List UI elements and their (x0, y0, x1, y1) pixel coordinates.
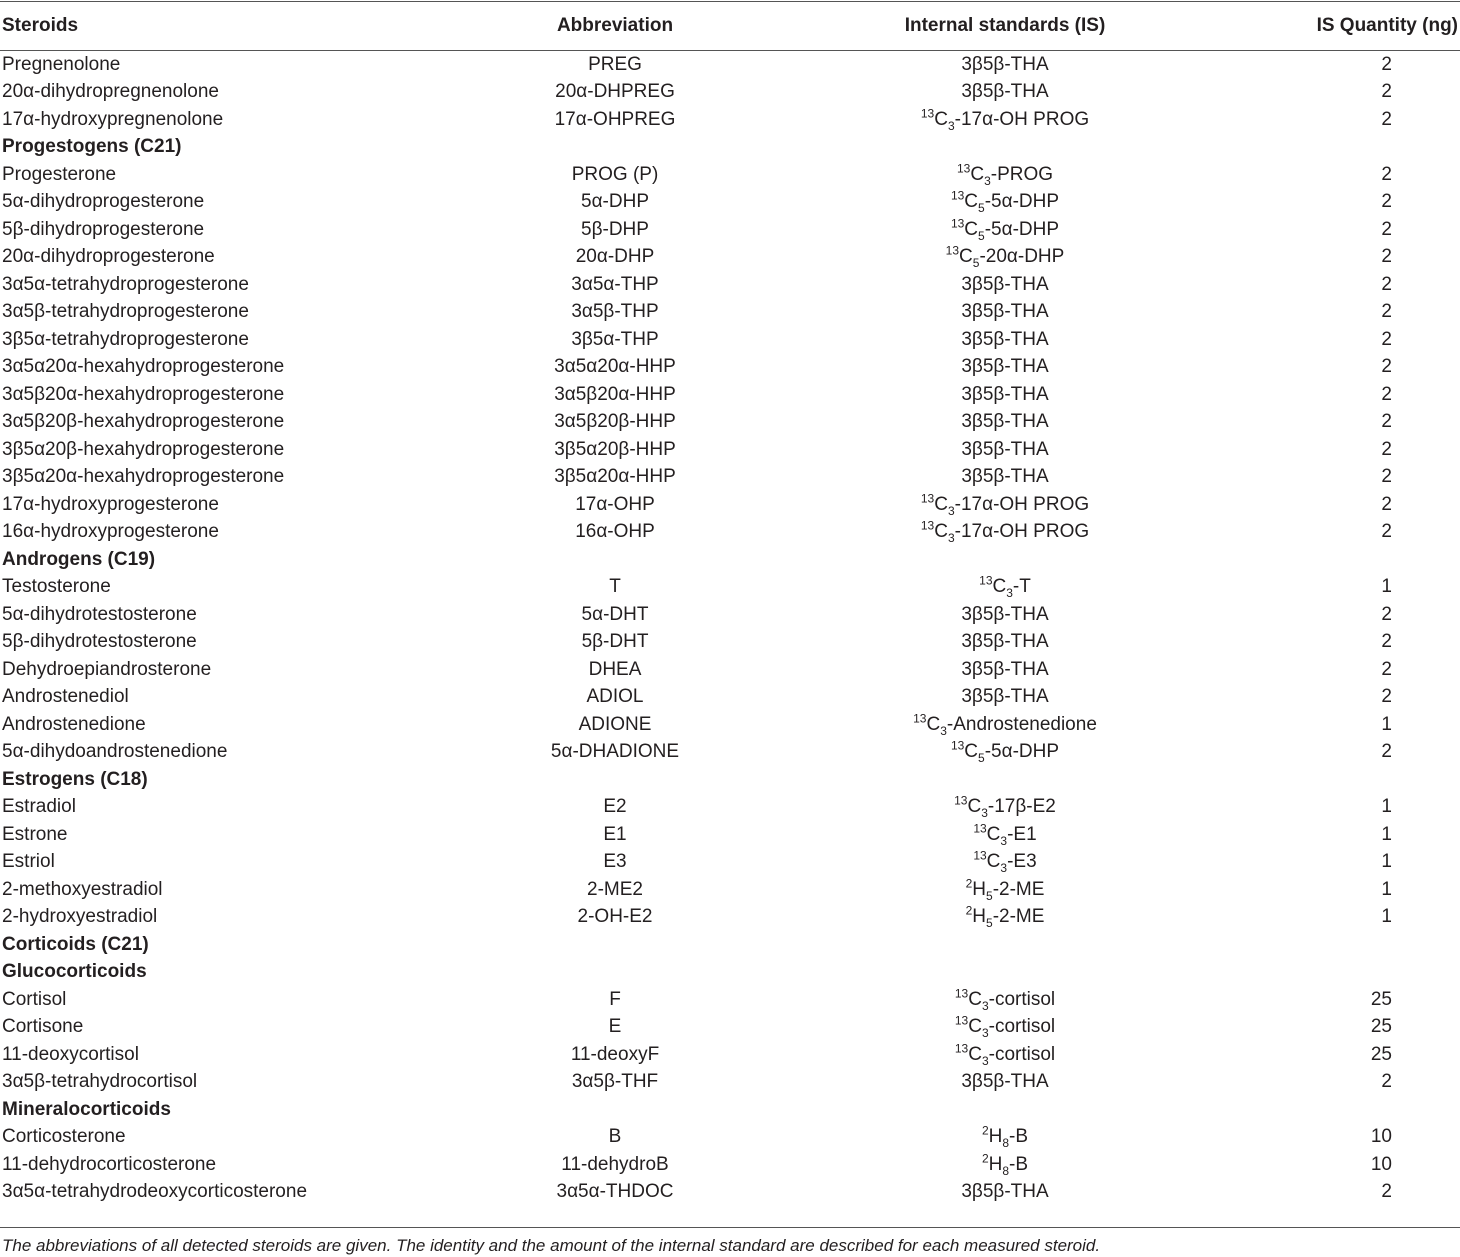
abbreviation-cell: 20α-DHPREG (555, 81, 675, 103)
is-element: 3β5β-THA (961, 411, 1049, 433)
steroid-name-cell: Corticosterone (2, 1126, 126, 1148)
is-quantity-cell: 2 (1381, 411, 1392, 433)
abbreviation-cell: 16α-OHP (575, 521, 655, 543)
is-element: C (934, 521, 948, 543)
is-quantity-cell: 1 (1381, 796, 1392, 818)
table-row (0, 106, 1460, 134)
table-row (0, 1151, 1460, 1179)
abbreviation-cell: 3α5α-THP (571, 273, 659, 295)
is-element: C (968, 1016, 982, 1038)
internal-standard-cell (770, 244, 1210, 272)
is-quantity-cell: 2 (1381, 658, 1392, 680)
is-isotope-count: 3 (947, 503, 955, 518)
abbreviation-cell: 3α5β20α-HHP (554, 383, 676, 405)
abbreviation-cell: 17α-OHP (575, 493, 655, 515)
steroid-name-cell: 2-hydroxyestradiol (2, 906, 158, 928)
is-isotope-mass: 13 (920, 518, 935, 533)
steroid-name-cell: 3α5α-tetrahydrodeoxycorticosterone (2, 1181, 308, 1203)
is-quantity-cell: 25 (1370, 1043, 1392, 1065)
is-quantity-cell: 2 (1381, 383, 1392, 405)
internal-standard-cell (770, 216, 1210, 244)
table-row (0, 821, 1460, 849)
is-element: 3β5β-THA (961, 658, 1049, 680)
is-element: C (926, 713, 941, 735)
is-element: 3β5β-THA (961, 1181, 1049, 1203)
steroid-name-cell: 16α-hydroxyprogesterone (2, 521, 219, 543)
abbreviation-cell: 3α5α20α-HHP (554, 356, 676, 378)
steroid-name-cell: 5β-dihydrotestosterone (2, 631, 197, 653)
is-quantity-cell: 2 (1381, 191, 1392, 213)
internal-standard-cell (770, 354, 1210, 382)
is-element: C (992, 576, 1007, 598)
steroid-name-cell: 5α-dihydrotestosterone (2, 603, 197, 625)
table-footnote: The abbreviations of all detected steroids are given. The identity and the amount of the internal standard are described for each measured steroid. (2, 1236, 1101, 1255)
is-compound: -2-ME (992, 878, 1045, 900)
is-element: C (964, 741, 979, 763)
table-row (0, 849, 1460, 877)
section-header-row (0, 931, 1460, 959)
internal-standard-cell (770, 326, 1210, 354)
is-compound: -5α-DHP (984, 741, 1060, 763)
section-header-row (0, 959, 1460, 987)
is-element: C (986, 851, 1001, 873)
section-label: Estrogens (C18) (2, 768, 148, 790)
abbreviation-cell: 5β-DHT (581, 631, 649, 653)
internal-standard-cell (770, 876, 1210, 904)
table-row (0, 574, 1460, 602)
is-element: C (986, 823, 1001, 845)
is-compound: -E3 (1007, 851, 1037, 873)
is-element: 3β5β-THA (961, 603, 1049, 625)
internal-standard-cell (770, 464, 1210, 492)
abbreviation-cell: ADIOL (586, 686, 644, 708)
is-isotope-count: 5 (978, 751, 985, 766)
is-compound: -20α-DHP (979, 246, 1065, 268)
abbreviation-cell: 3β5α20β-HHP (554, 438, 676, 460)
is-compound: -17α-OH PROG (954, 108, 1090, 130)
is-quantity-cell: 1 (1381, 851, 1392, 873)
is-quantity-cell: 10 (1370, 1126, 1392, 1148)
abbreviation-cell: 3α5β-THF (571, 1071, 659, 1093)
abbreviation-cell: 2-OH-E2 (577, 906, 653, 928)
steroid-name-cell: Testosterone (2, 576, 111, 598)
is-compound: -17β-E2 (987, 796, 1056, 818)
internal-standard-cell (770, 271, 1210, 299)
table-row (0, 684, 1460, 712)
is-quantity-cell: 1 (1381, 823, 1392, 845)
table-row (0, 986, 1460, 1014)
abbreviation-cell: ADIONE (578, 713, 652, 735)
table-row (0, 79, 1460, 107)
table-row (0, 491, 1460, 519)
table-row (0, 794, 1460, 822)
is-element: C (964, 218, 979, 240)
is-quantity-cell: 2 (1381, 218, 1392, 240)
is-isotope-mass: 13 (954, 793, 968, 808)
is-isotope-count: 3 (981, 998, 989, 1013)
steroid-name-cell: 17α-hydroxypregnenolone (2, 108, 224, 130)
is-compound: -B (1009, 1126, 1029, 1148)
table-row (0, 876, 1460, 904)
is-isotope-count: 8 (1002, 1136, 1010, 1151)
table-row (0, 161, 1460, 189)
is-quantity-cell: 2 (1381, 631, 1392, 653)
header-abbreviation: Abbreviation (556, 14, 674, 36)
is-isotope-mass: 13 (973, 848, 987, 863)
is-quantity-cell: 2 (1381, 603, 1392, 625)
abbreviation-cell: 11-deoxyF (570, 1043, 660, 1065)
is-isotope-count: 3 (1000, 861, 1008, 876)
is-isotope-count: 3 (947, 531, 955, 546)
is-element: 3β5β-THA (961, 273, 1049, 295)
is-isotope-count: 3 (984, 173, 991, 188)
abbreviation-cell: 5β-DHP (581, 218, 649, 240)
abbreviation-cell: 20α-DHP (575, 246, 655, 268)
internal-standard-cell (770, 519, 1210, 547)
is-quantity-cell: 2 (1381, 273, 1392, 295)
is-isotope-mass: 13 (973, 821, 987, 836)
is-isotope-count: 3 (940, 723, 947, 738)
is-element: 3β5β-THA (961, 301, 1049, 323)
table-row (0, 601, 1460, 629)
abbreviation-cell: F (609, 988, 621, 1010)
is-compound: -5α-DHP (984, 191, 1060, 213)
steroid-name-cell: 3α5β20β-hexahydroprogesterone (2, 411, 285, 433)
abbreviation-cell: E2 (603, 796, 627, 818)
table-row (0, 244, 1460, 272)
steroid-name-cell: Progesterone (2, 163, 117, 185)
table-row (0, 271, 1460, 299)
bottom-rule (0, 1227, 1460, 1228)
is-quantity-cell: 2 (1381, 438, 1392, 460)
is-element: H (988, 1126, 1003, 1148)
internal-standard-cell (770, 1041, 1210, 1069)
table-row (0, 409, 1460, 437)
internal-standard-cell (770, 684, 1210, 712)
is-element: C (968, 1043, 982, 1065)
is-element: C (970, 163, 985, 185)
is-element: H (972, 906, 986, 928)
steroid-name-cell: 3α5α-tetrahydroprogesterone (2, 273, 249, 295)
steroid-name-cell: 11-deoxycortisol (2, 1043, 139, 1065)
steroid-name-cell: Estriol (2, 851, 55, 873)
section-label: Glucocorticoids (2, 961, 147, 983)
steroid-name-cell: 20α-dihydroprogesterone (2, 246, 215, 268)
steroid-name-cell: 3β5α20α-hexahydroprogesterone (2, 466, 285, 488)
is-element: H (972, 878, 986, 900)
is-compound: -Androstenedione (946, 713, 1097, 735)
is-quantity-cell: 2 (1381, 328, 1392, 350)
header-is-quantity: IS Quantity (ng) (1316, 14, 1458, 36)
table-row (0, 656, 1460, 684)
table-row (0, 711, 1460, 739)
section-header-row (0, 766, 1460, 794)
table-row (0, 299, 1460, 327)
is-element: C (934, 108, 948, 130)
is-quantity-cell: 2 (1381, 163, 1392, 185)
is-isotope-mass: 13 (945, 243, 960, 258)
is-isotope-mass: 13 (920, 491, 935, 506)
is-element: 3β5β-THA (961, 438, 1049, 460)
table-row (0, 904, 1460, 932)
is-compound: -17α-OH PROG (954, 493, 1090, 515)
is-quantity-cell: 1 (1381, 878, 1392, 900)
is-element: 3β5β-THA (961, 53, 1049, 75)
table-row (0, 519, 1460, 547)
is-isotope-mass: 2 (981, 1123, 989, 1138)
abbreviation-cell: 11-dehydroB (561, 1153, 669, 1175)
is-element: C (934, 493, 948, 515)
internal-standard-cell (770, 986, 1210, 1014)
steroid-name-cell: 2-methoxyestradiol (2, 878, 163, 900)
is-quantity-cell: 2 (1381, 466, 1392, 488)
is-compound: -E1 (1007, 823, 1037, 845)
is-isotope-mass: 13 (950, 188, 965, 203)
table-row (0, 436, 1460, 464)
internal-standard-cell (770, 1014, 1210, 1042)
abbreviation-cell: T (609, 576, 621, 598)
is-isotope-mass: 13 (913, 711, 927, 726)
internal-standard-cell (770, 601, 1210, 629)
table-body (0, 51, 1460, 1206)
is-isotope-count: 5 (986, 888, 993, 903)
internal-standard-cell (770, 491, 1210, 519)
is-isotope-mass: 2 (965, 876, 973, 891)
internal-standard-cell (770, 299, 1210, 327)
is-isotope-mass: 13 (956, 161, 971, 176)
abbreviation-cell: 3α5β20β-HHP (554, 411, 676, 433)
internal-standard-cell (770, 51, 1210, 79)
internal-standard-cell (770, 849, 1210, 877)
internal-standard-cell (770, 739, 1210, 767)
is-isotope-count: 3 (981, 806, 988, 821)
abbreviation-cell: B (608, 1126, 622, 1148)
is-isotope-mass: 13 (950, 738, 965, 753)
steroid-name-cell: 3α5β-tetrahydroprogesterone (2, 301, 249, 323)
is-element: 3β5β-THA (961, 631, 1049, 653)
is-compound: -5α-DHP (984, 218, 1060, 240)
table-row (0, 189, 1460, 217)
steroid-name-cell: 5α-dihydroprogesterone (2, 191, 205, 213)
is-quantity-cell: 25 (1370, 988, 1392, 1010)
internal-standard-cell (770, 1124, 1210, 1152)
internal-standard-cell (770, 1069, 1210, 1097)
is-isotope-count: 8 (1002, 1163, 1010, 1178)
internal-standard-cell (770, 711, 1210, 739)
internal-standard-cell (770, 1179, 1210, 1207)
is-compound: -B (1009, 1153, 1029, 1175)
internal-standard-cell (770, 189, 1210, 217)
table-row (0, 1179, 1460, 1207)
table-row (0, 216, 1460, 244)
is-isotope-mass: 2 (981, 1151, 989, 1166)
is-quantity-cell: 2 (1381, 521, 1392, 543)
section-label: Progestogens (C21) (2, 136, 182, 158)
table-row (0, 464, 1460, 492)
is-compound: -cortisol (988, 1016, 1056, 1038)
section-header-row (0, 134, 1460, 162)
abbreviation-cell: DHEA (588, 658, 642, 680)
is-quantity-cell: 2 (1381, 81, 1392, 103)
abbreviation-cell: 2-ME2 (587, 878, 643, 900)
is-element: 3β5β-THA (961, 686, 1049, 708)
is-isotope-count: 3 (1000, 833, 1008, 848)
table-row (0, 629, 1460, 657)
is-element: C (964, 191, 979, 213)
is-quantity-cell: 2 (1381, 356, 1392, 378)
abbreviation-cell: 3α5β-THP (571, 301, 659, 323)
abbreviation-cell: 5α-DHP (581, 191, 649, 213)
section-header-row (0, 546, 1460, 574)
steroid-name-cell: Cortisone (2, 1016, 84, 1038)
is-isotope-mass: 13 (920, 106, 935, 121)
is-element: 3β5β-THA (961, 466, 1049, 488)
is-quantity-cell: 2 (1381, 53, 1392, 75)
is-element: 3β5β-THA (961, 81, 1049, 103)
is-element: C (959, 246, 973, 268)
section-header-row (0, 1096, 1460, 1124)
abbreviation-cell: PROG (P) (571, 163, 659, 185)
is-quantity-cell: 1 (1381, 906, 1392, 928)
table-row (0, 1124, 1460, 1152)
is-element: C (968, 988, 982, 1010)
steroid-name-cell: 5α-dihydoandrostenedione (2, 741, 228, 763)
is-compound: -2-ME (992, 906, 1045, 928)
section-label: Mineralocorticoids (2, 1098, 171, 1120)
is-quantity-cell: 2 (1381, 493, 1392, 515)
table-row (0, 739, 1460, 767)
is-isotope-mass: 13 (950, 216, 965, 231)
internal-standard-cell (770, 79, 1210, 107)
table-row (0, 326, 1460, 354)
is-compound: -cortisol (988, 988, 1056, 1010)
is-isotope-count: 3 (981, 1026, 989, 1041)
is-quantity-cell: 2 (1381, 686, 1392, 708)
steroid-name-cell: 3α5α20α-hexahydroprogesterone (2, 356, 285, 378)
is-quantity-cell: 2 (1381, 1181, 1392, 1203)
header-steroids: Steroids (2, 14, 79, 36)
steroid-name-cell: 17α-hydroxyprogesterone (2, 493, 219, 515)
is-isotope-count: 5 (978, 228, 985, 243)
steroid-name-cell: 20α-dihydropregnenolone (2, 81, 219, 103)
abbreviation-cell: 5α-DHADIONE (550, 741, 680, 763)
is-isotope-mass: 13 (954, 1013, 969, 1028)
internal-standard-cell (770, 629, 1210, 657)
is-element: H (988, 1153, 1003, 1175)
table-row (0, 1014, 1460, 1042)
steroid-name-cell: 3α5β20α-hexahydroprogesterone (2, 383, 285, 405)
is-isotope-count: 5 (978, 201, 985, 216)
abbreviation-cell: 3β5α-THP (571, 328, 659, 350)
is-element: 3β5β-THA (961, 328, 1049, 350)
internal-standard-cell (770, 656, 1210, 684)
is-quantity-cell: 2 (1381, 301, 1392, 323)
internal-standard-cell (770, 574, 1210, 602)
is-isotope-mass: 13 (954, 1041, 969, 1056)
is-compound: -T (1012, 576, 1031, 598)
is-quantity-cell: 2 (1381, 741, 1392, 763)
abbreviation-cell: 17α-OHPREG (554, 108, 676, 130)
is-isotope-count: 5 (986, 916, 993, 931)
steroid-name-cell: Cortisol (2, 988, 67, 1010)
is-quantity-cell: 1 (1381, 713, 1392, 735)
internal-standard-cell (770, 1151, 1210, 1179)
internal-standard-cell (770, 161, 1210, 189)
is-compound: -17α-OH PROG (954, 521, 1090, 543)
is-element: C (967, 796, 982, 818)
is-compound: -PROG (990, 163, 1054, 185)
is-isotope-count: 5 (972, 256, 980, 271)
is-quantity-cell: 2 (1381, 246, 1392, 268)
is-quantity-cell: 2 (1381, 108, 1392, 130)
table-row (0, 381, 1460, 409)
table-row (0, 354, 1460, 382)
steroid-name-cell: Dehydroepiandrosterone (2, 658, 212, 680)
is-isotope-mass: 2 (965, 903, 973, 918)
steroid-name-cell: Estrone (2, 823, 68, 845)
is-quantity-cell: 1 (1381, 576, 1392, 598)
internal-standard-cell (770, 821, 1210, 849)
abbreviation-cell: E1 (603, 823, 627, 845)
abbreviation-cell: 5α-DHT (581, 603, 649, 625)
table-row (0, 51, 1460, 79)
header-internal-standards: Internal standards (IS) (904, 14, 1106, 36)
is-isotope-mass: 13 (954, 986, 969, 1001)
internal-standard-cell (770, 106, 1210, 134)
is-element: 3β5β-THA (961, 383, 1049, 405)
abbreviation-cell: E3 (603, 851, 627, 873)
abbreviation-cell: E (608, 1016, 622, 1038)
header-row (0, 0, 1460, 51)
abbreviation-cell: 3β5α20α-HHP (554, 466, 676, 488)
steroid-name-cell: Androstenediol (2, 686, 129, 708)
is-isotope-count: 3 (947, 118, 955, 133)
is-quantity-cell: 2 (1381, 1071, 1392, 1093)
is-quantity-cell: 10 (1370, 1153, 1392, 1175)
internal-standard-cell (770, 436, 1210, 464)
steroid-name-cell: 5β-dihydroprogesterone (2, 218, 205, 240)
steroid-name-cell: 3β5α-tetrahydroprogesterone (2, 328, 249, 350)
steroid-name-cell: Androstenedione (2, 713, 146, 735)
abbreviation-cell: PREG (588, 53, 642, 75)
is-compound: -cortisol (988, 1043, 1056, 1065)
table-row (0, 1069, 1460, 1097)
section-label: Corticoids (C21) (2, 933, 149, 955)
internal-standard-cell (770, 904, 1210, 932)
steroid-name-cell: 11-dehydrocorticosterone (2, 1153, 217, 1175)
abbreviation-cell: 3α5α-THDOC (556, 1181, 674, 1203)
steroid-name-cell: Pregnenolone (2, 53, 121, 75)
internal-standard-cell (770, 794, 1210, 822)
is-element: 3β5β-THA (961, 356, 1049, 378)
is-quantity-cell: 25 (1370, 1016, 1392, 1038)
table-row (0, 1041, 1460, 1069)
is-isotope-count: 3 (1006, 586, 1013, 601)
internal-standard-cell (770, 409, 1210, 437)
steroid-name-cell: 3α5β-tetrahydrocortisol (2, 1071, 198, 1093)
is-element: 3β5β-THA (961, 1071, 1049, 1093)
section-label: Androgens (C19) (2, 548, 156, 570)
steroid-name-cell: 3β5α20β-hexahydroprogesterone (2, 438, 285, 460)
is-isotope-mass: 13 (979, 573, 993, 588)
is-isotope-count: 3 (981, 1053, 989, 1068)
steroid-name-cell: Estradiol (2, 796, 76, 818)
internal-standard-cell (770, 381, 1210, 409)
